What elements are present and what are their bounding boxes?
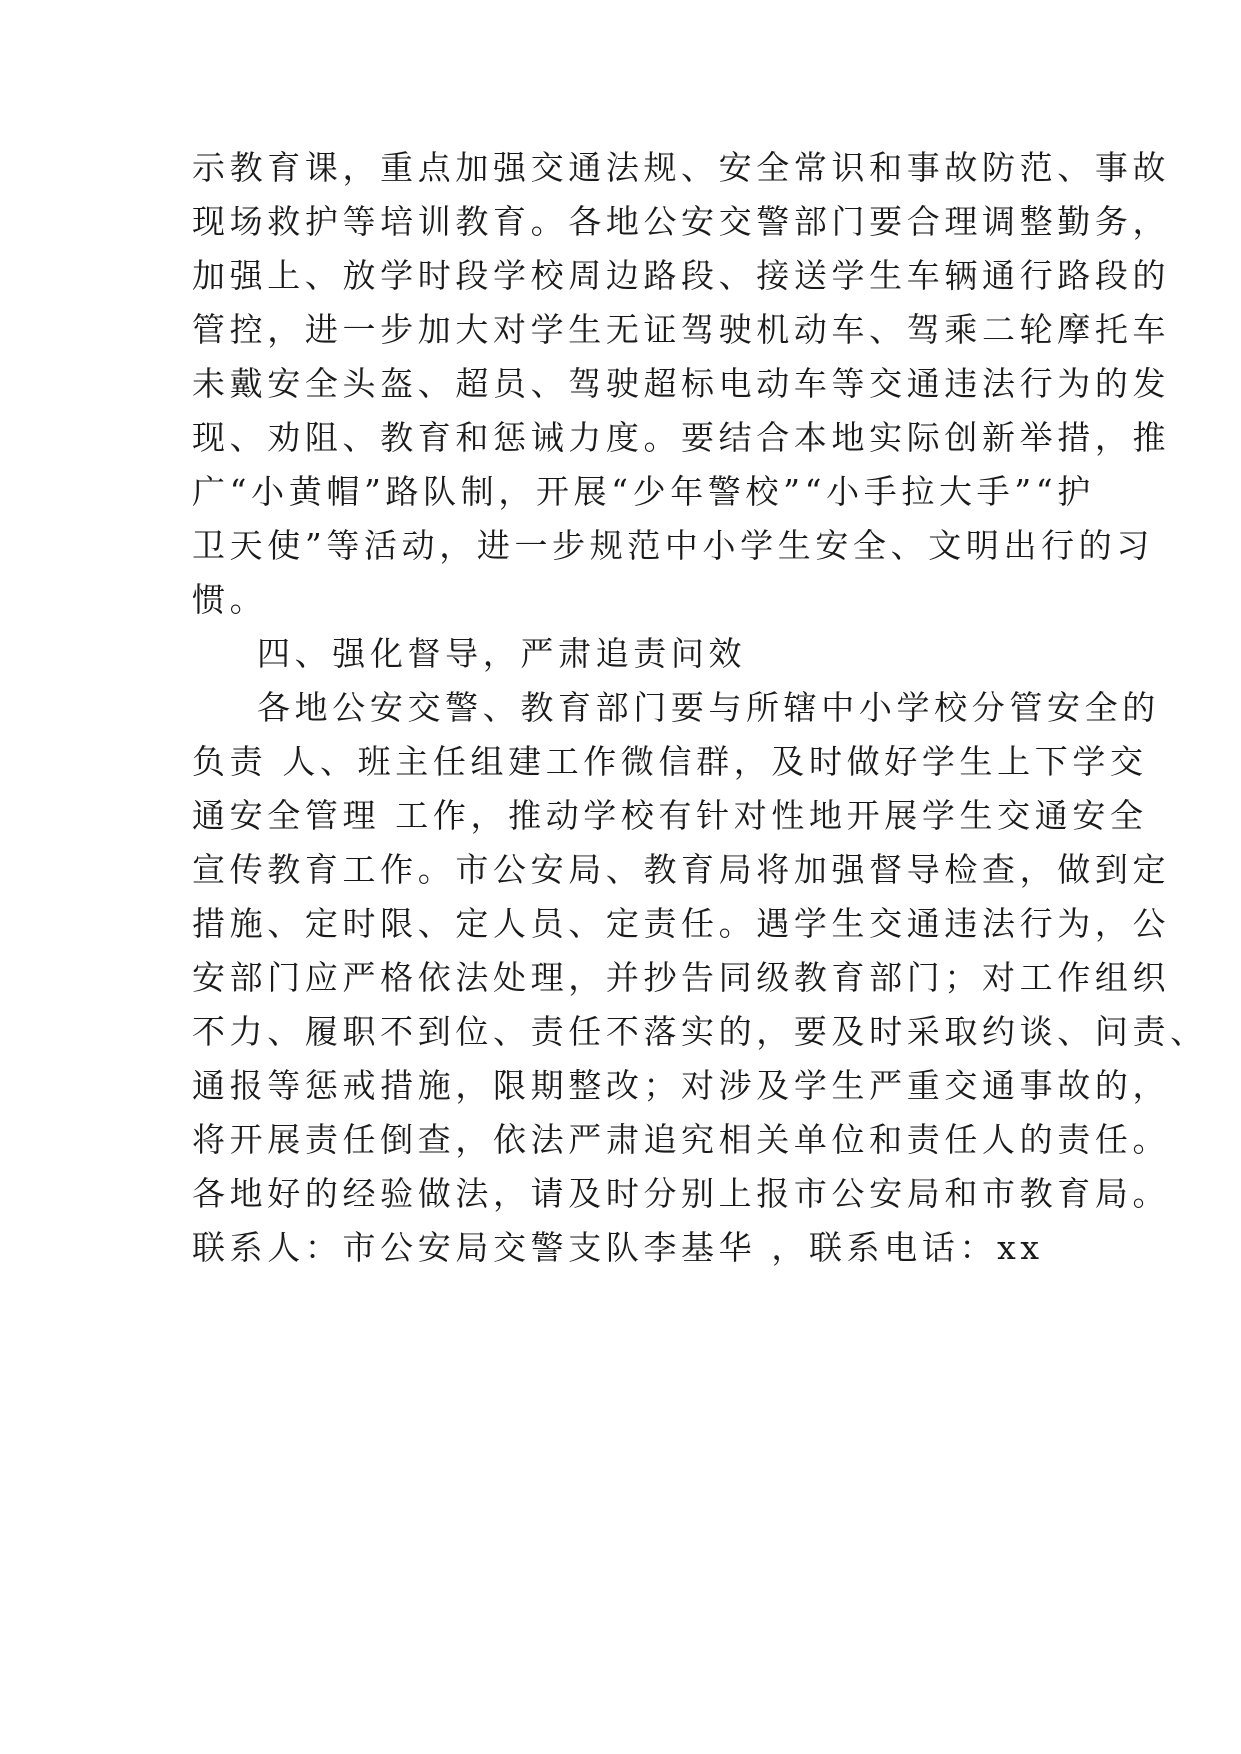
paragraph-line: 各地公安交警、教育部门要与所辖中小学校分管安全的	[257, 688, 1160, 727]
paragraph-line: 示教育课，重点加强交通法规、安全常识和事故防范、事故	[192, 148, 1171, 187]
paragraph-line: 惯。	[192, 580, 268, 619]
paragraph-line: 不力、履职不到位、责任不落实的，要及时采取约谈、问责、	[192, 1012, 1208, 1051]
paragraph-line: 加强上、放学时段学校周边路段、接送学生车辆通行路段的	[192, 256, 1171, 295]
paragraph-line: 现、劝阻、教育和惩诫力度。要结合本地实际创新举措，推	[192, 418, 1171, 457]
contact-line: 联系人：市公安局交警支队李基华 ，联系电话：xx	[192, 1228, 1044, 1267]
paragraph-line: 措施、定时限、定人员、定责任。遇学生交通违法行为，公	[192, 904, 1171, 943]
paragraph-line: 现场救护等培训教育。各地公安交警部门要合理调整勤务，	[192, 202, 1171, 241]
paragraph-line: 通安全管理 工作，推动学校有针对性地开展学生交通安全	[192, 796, 1148, 835]
paragraph-line: 未戴安全头盔、超员、驾驶超标电动车等交通违法行为的发	[192, 364, 1171, 403]
paragraph-line: 通报等惩戒措施，限期整改；对涉及学生严重交通事故的，	[192, 1066, 1171, 1105]
paragraph-line: 将开展责任倒查，依法严肃追究相关单位和责任人的责任。	[192, 1120, 1171, 1159]
paragraph-line: 各地好的经验做法，请及时分别上报市公安局和市教育局。	[192, 1174, 1171, 1213]
paragraph-line: 安部门应严格依法处理，并抄告同级教育部门；对工作组织	[192, 958, 1171, 997]
paragraph-line: 宣传教育工作。市公安局、教育局将加强督导检查，做到定	[192, 850, 1171, 889]
paragraph-line: 卫天使”等活动，进一步规范中小学生安全、文明出行的习	[192, 526, 1154, 565]
paragraph-line: 管控，进一步加大对学生无证驾驶机动车、驾乘二轮摩托车	[192, 310, 1171, 349]
paragraph-line: 负责 人、班主任组建工作微信群，及时做好学生上下学交	[192, 742, 1148, 781]
section-heading: 四、强化督导，严肃追责问效	[257, 634, 747, 673]
paragraph-line: 广“小黄帽”路队制，开展“少年警校”“小手拉大手”“护	[192, 472, 1095, 511]
